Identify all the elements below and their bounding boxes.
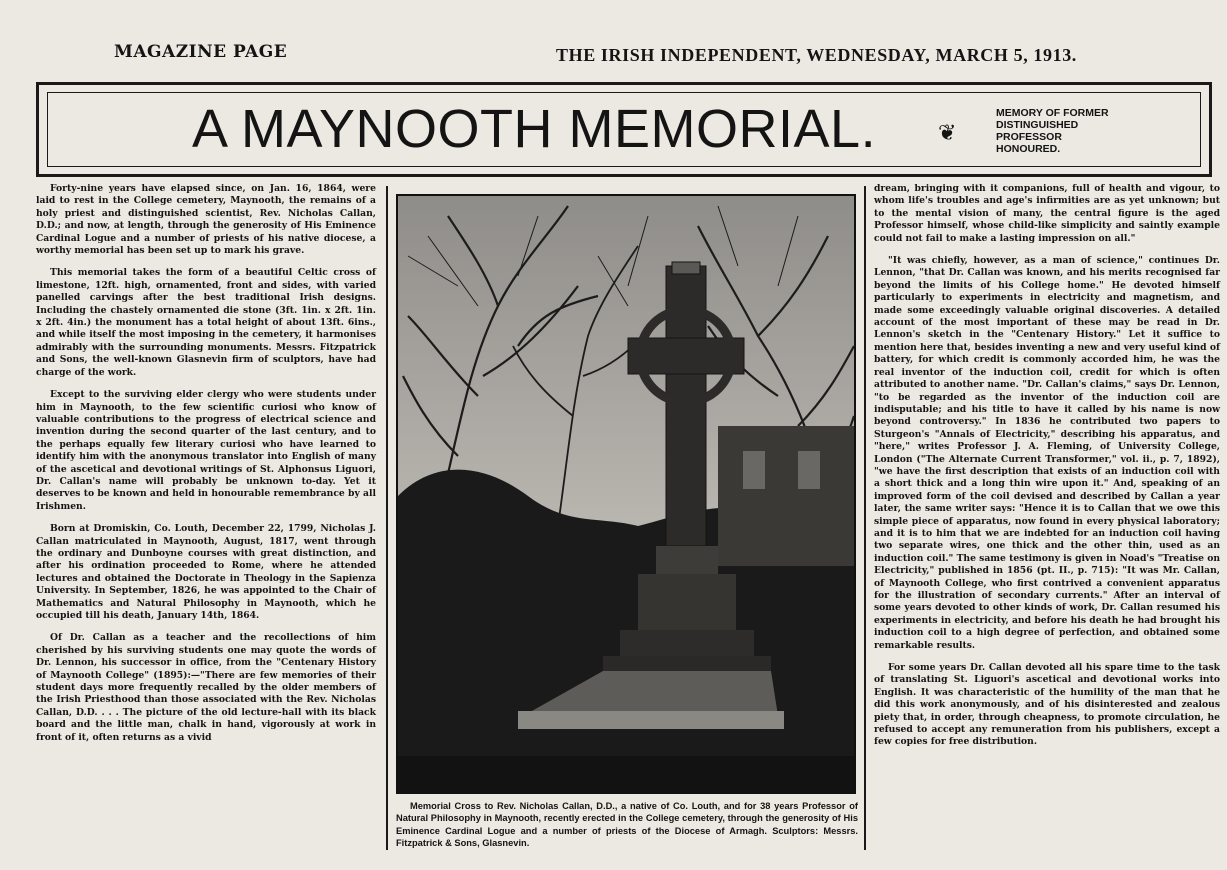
section-label: MAGAZINE PAGE bbox=[114, 42, 288, 62]
paragraph: This memorial takes the form of a beautiful Celtic cross of limestone, 12ft. high, ornamented, front and sides, with varied panelled carvings after the best traditional Irish designs. Including the chastely ornamented die stone (3ft. 1in. x 2ft. 1in. x 2ft. 4in.) the monument has a total height of about 13ft. 6ins., and while itself the most imposing in the cemetery, it harmonises admirably with the surrounding monuments. Messrs. Fitzpatrick and Sons, the well-known Glasnevin firm of sculptors, have had charge of the work. bbox=[36, 267, 376, 378]
masthead: THE IRISH INDEPENDENT, WEDNESDAY, MARCH 5, 1913. bbox=[556, 45, 1077, 65]
column-divider bbox=[864, 186, 866, 850]
building-window bbox=[743, 451, 765, 489]
headline-box bbox=[36, 82, 1212, 177]
building bbox=[718, 426, 854, 566]
subheadline: MEMORY OF FORMER DISTINGUISHED PROFESSOR HONOURED. bbox=[996, 107, 1109, 155]
paragraph: Of Dr. Callan as a teacher and the recollections of him cherished by his surviving students one may quote the words of Dr. Lennon, his successor in office, from the "Centenary History of Maynooth College" (1895):—"There are few memories of their student days more frequently recalled by the older members of the Irish Priesthood than those associated with the Rev. Nicholas Callan, D.D. . . . The picture of the old lecture-hall with its black board and the little man, chalk in hand, vigorously at work in front of it, often returns as a vivid bbox=[36, 632, 376, 743]
paragraph: "It was chiefly, however, as a man of science," continues Dr. Lennon, "that Dr. Callan was known, and his merits recognised far beyond the limits of his College home." He devoted himself particularly to experiments in electricity and magnetism, and made some exceedingly valuable original discoveries. A detailed account of the most important of these may be read in Dr. Lennon's sketch in the "Centenary History." Let it suffice to mention here that, besides inventing a new and very useful kind of battery, for which credit is commonly accorded him, he was the real inventor of the induction coil, credit for which is often attributed to another name. "Dr. Callan's claims," says Dr. Lennon, "to be regarded as the inventor of the induction coil are indisputable; and his title to have it called by his name is now beyond controversy." In 1836 he contributed two papers to Sturgeon's "Annals of Electricity," describing his apparatus, and "here," writes Professor J. A. Fleming, of University College, London ("The Alternate Current Transformer," vol. ii., p. 7, 1892), "we have the first description that exists of an induction coil with a short thick and a long thin wire upon it." And, speaking of an improved form of the coil devised and described by Callan a year later, the same writer says: "Hence it is to Callan that we owe this simple piece of apparatus, now found in every physical laboratory; and it is to him that we are indebted for an induction coil having two separate wires, one thick and the other thin, used as an induction coil." The same testimony is given in Noad's "Treatise on Electricity," published in 1856 (pt. II., p. 715): "It was Mr. Callan, of Maynooth College, who first contrived a convenient apparatus for the illustration of secondary currents." After an interval of some years devoted to other kinds of work, Dr. Callan resumed his experiments in electricity, and before his death he had brought his induction coil to a high degree of perfection, and obtained some remarkable results. bbox=[874, 255, 1220, 651]
headline: A MAYNOOTH MEMORIAL. bbox=[192, 99, 877, 159]
building-window bbox=[798, 451, 820, 489]
die-stone-top bbox=[656, 546, 718, 576]
ground bbox=[398, 756, 854, 792]
kerb-stone bbox=[518, 711, 784, 729]
paragraph: Forty-nine years have elapsed since, on Jan. 16, 1864, were laid to rest in the College cemetery, Maynooth, the remains of a holy priest and distinguished scientist, Rev. Nicholas Callan, D.D.; and now, at length, through the generosity of His Eminence Cardinal Logue and a number of priests of his native diocese, a worthy memorial has been set up to mark his grave. bbox=[36, 183, 376, 257]
article-left-column bbox=[36, 183, 376, 754]
leaf-ornament-icon: ❦ bbox=[938, 121, 957, 146]
paragraph: Except to the surviving elder clergy who were students under him in Maynooth, to the few scientific curiosi who know of valuable contributions to the progress of electrical science and invention during the second quarter of the last century, and to the perhaps equally few literary curiosi who have learned to identify him with the anonymous translator into English of many of the ascetical and devotional writings of St. Alphonsus Liguori, Dr. Callan's name will probably be unknown to-day. Yet it deserves to be known and held in honourable remembrance by all Irishmen. bbox=[36, 389, 376, 512]
die-stone bbox=[638, 574, 736, 632]
column-divider bbox=[386, 186, 388, 850]
article-right-column bbox=[874, 183, 1220, 759]
photo-illustration bbox=[398, 196, 854, 792]
headline-inner-border bbox=[47, 92, 1201, 167]
photo-caption: Memorial Cross to Rev. Nicholas Callan, D.D., a native of Co. Louth, and for 38 years Professor of Natural Philosophy in Maynooth, recently erected in the College cemetery, through the generosity of His Eminence Cardinal Logue and a number of priests of the Diocese of Armagh. Sculptors: Messrs. Fitzpatrick & Sons, Glasnevin. bbox=[396, 801, 858, 848]
paragraph: Born at Dromiskin, Co. Louth, December 22, 1799, Nicholas J. Callan matriculated in Maynooth, August, 1817, went through the ordinary and Dunboyne courses with great distinction, and after his ordination proceeded to Rome, where he attended lectures and obtained the Doctorate in Theology in the Sapienza University. In September, 1826, he was appointed to the Chair of Mathematics and Natural Philosophy in Maynooth, which he occupied till his death, January 14th, 1864. bbox=[36, 523, 376, 621]
memorial-cross-photo bbox=[396, 194, 856, 794]
paragraph: dream, bringing with it companions, full of health and vigour, to whom life's troubles and age's infirmities are as yet unknown; but to the mental vision of many, the central figure is the aged Professor himself, whose child-like simplicity and saintly example could not fail to make a lasting impression on all." bbox=[874, 183, 1220, 244]
paragraph: For some years Dr. Callan devoted all his spare time to the task of translating St. Liguori's ascetical and devotional works into English. It was characteristic of the humility of the man that he did this work anonymously, and of his disinterested and zealous piety that, in order, through cheapness, to promote circulation, he refused to accept any remuneration from his publishers, except a few copies for free distribution. bbox=[874, 662, 1220, 748]
plinth-upper bbox=[620, 630, 754, 658]
